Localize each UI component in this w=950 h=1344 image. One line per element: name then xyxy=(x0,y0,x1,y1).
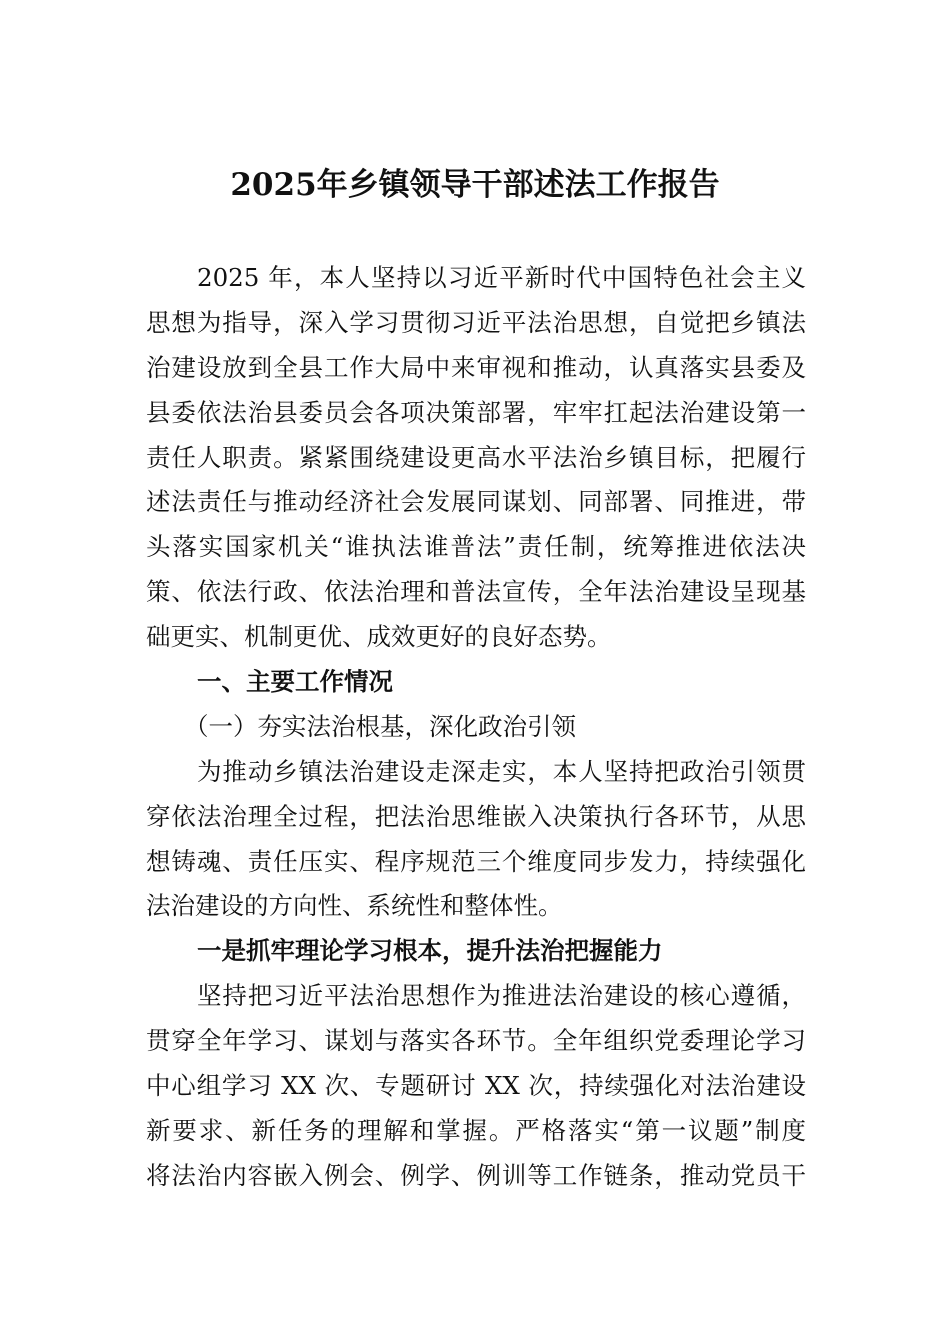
paragraph-line: 想铸魂、责任压实、程序规范三个维度同步发力，持续强化 xyxy=(146,846,806,876)
paragraph-line: 县委依法治县委员会各项决策部署，牢牢扛起法治建设第一 xyxy=(146,397,806,427)
paragraph-line: 法治建设的方向性、系统性和整体性。 xyxy=(146,891,563,921)
document-body xyxy=(146,256,806,1199)
paragraph-line: 策、依法行政、依法治理和普法宣传，全年法治建设呈现基 xyxy=(146,577,806,607)
document-title: 2025年乡镇领导干部述法工作报告 xyxy=(230,167,720,203)
point-heading: 一是抓牢理论学习根本，提升法治把握能力 xyxy=(197,936,663,966)
paragraph-line: 中心组学习 XX 次、专题研讨 XX 次，持续强化对法治建设 xyxy=(146,1071,806,1101)
paragraph-line: 头落实国家机关“谁执法谁普法”责任制，统筹推进依法决 xyxy=(146,532,806,562)
paragraph-line: 贯穿全年学习、谋划与落实各环节。全年组织党委理论学习 xyxy=(146,1026,806,1056)
paragraph-line: 新要求、新任务的理解和掌握。严格落实“第一议题”制度 xyxy=(146,1115,806,1145)
subsection-heading: （一）夯实法治根基，深化政治引领 xyxy=(184,711,576,741)
paragraph-line: 穿依法治理全过程，把法治思维嵌入决策执行各环节，从思 xyxy=(146,801,806,831)
paragraph-line: 述法责任与推动经济社会发展同谋划、同部署、同推进，带 xyxy=(146,487,806,517)
paragraph-line: 2025 年，本人坚持以习近平新时代中国特色社会主义 xyxy=(197,263,806,292)
paragraph-line: 为推动乡镇法治建设走深走实，本人坚持把政治引领贯 xyxy=(197,756,806,786)
paragraph-line: 思想为指导，深入学习贯彻习近平法治思想，自觉把乡镇法 xyxy=(146,307,806,337)
paragraph-line: 责任人职责。紧紧围绕建设更高水平法治乡镇目标，把履行 xyxy=(146,442,806,472)
paragraph-line: 坚持把习近平法治思想作为推进法治建设的核心遵循， xyxy=(197,981,806,1011)
section-heading: 一、主要工作情况 xyxy=(197,667,393,697)
paragraph-line: 础更实、机制更优、成效更好的良好态势。 xyxy=(146,622,612,652)
paragraph-line: 将法治内容嵌入例会、例学、例训等工作链条，推动党员干 xyxy=(146,1160,806,1190)
paragraph-line: 治建设放到全县工作大局中来审视和推动，认真落实县委及 xyxy=(146,352,806,382)
